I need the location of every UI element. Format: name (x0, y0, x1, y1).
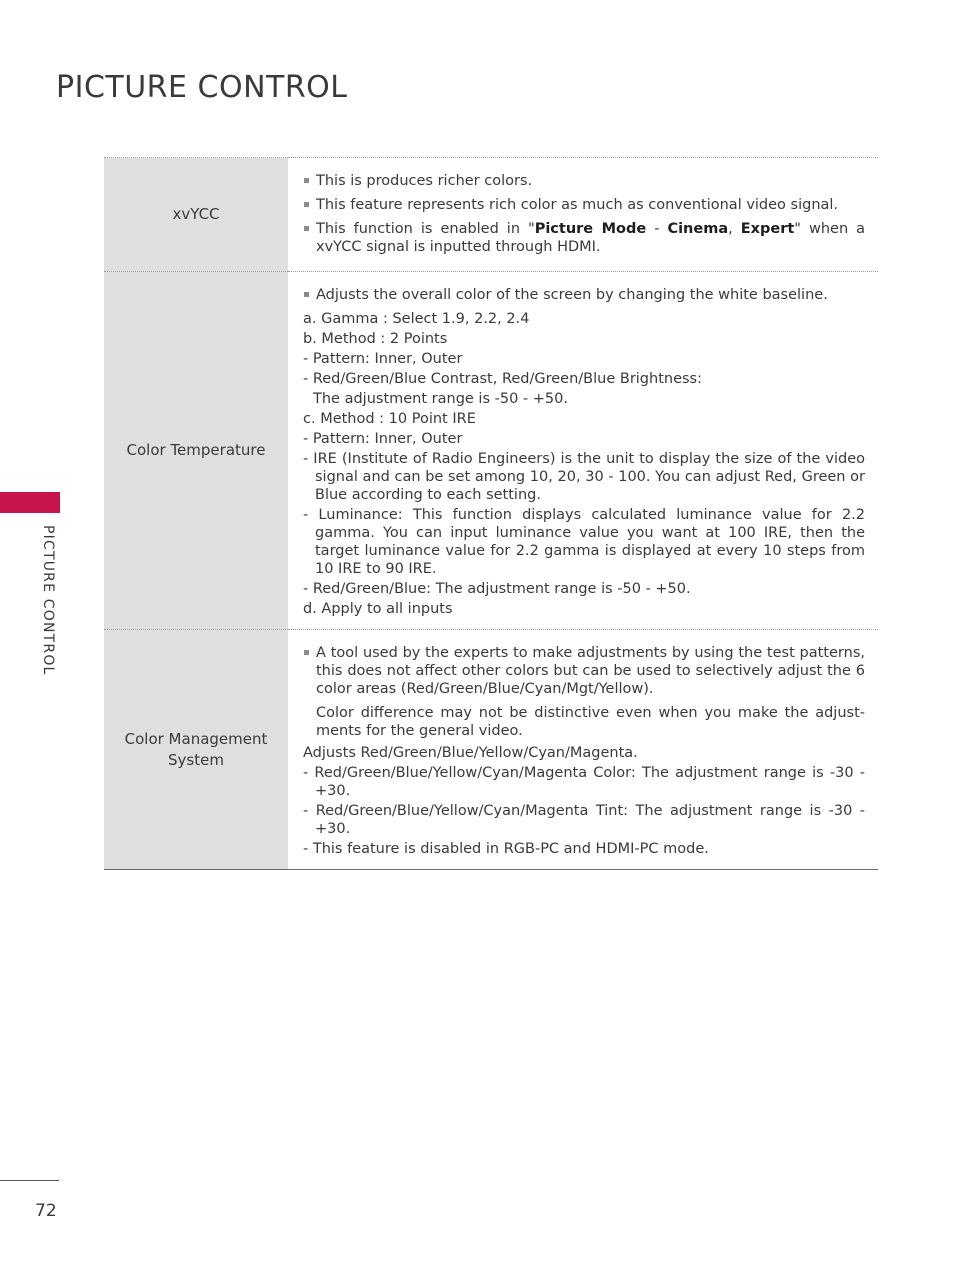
bullet-item (303, 220, 865, 256)
bold-term: Picture Mode (534, 221, 647, 237)
dash-item: - Pattern: Inner, Outer (303, 351, 463, 367)
dash-item: - Red/Green/Blue: The adjustment range is -50 - +50. (303, 581, 691, 597)
dash-item: - Red/Green/Blue/Yellow/Cyan/Magenta Color: The adjustment range is -30 - +30. (303, 765, 865, 799)
section-tab-marker (0, 492, 60, 513)
bold-term: Expert (740, 221, 795, 237)
bullet-item: This feature represents rich color as much as conventional video signal. (303, 196, 865, 214)
text-line: b. Method : 2 Points (303, 331, 448, 347)
row-description (288, 158, 878, 272)
dash-item: - Red/Green/Blue Contrast, Red/Green/Blue Brightness: (303, 371, 702, 387)
side-section-label: PICTURE CONTROL (40, 525, 56, 676)
text-line: Adjusts Red/Green/Blue/Yellow/Cyan/Magenta. (303, 745, 638, 761)
bullet-continuation: Color difference may not be distinctive even when you make the adjust- ments for the general video. (316, 705, 865, 739)
bullet-item: This is produces richer colors. (303, 172, 865, 190)
dash-item: - Pattern: Inner, Outer (303, 431, 463, 447)
settings-table (104, 157, 878, 870)
row-description (288, 272, 878, 630)
text-run: , (728, 221, 741, 237)
table-row-color-temperature (104, 272, 878, 630)
bullet-item: A tool used by the experts to make adjustments by using the test patterns, this does not affect other colors but can be used to selectively adjust the 6 color areas (Red/Green/Blue/Cyan/Mgt/Yellow). (303, 644, 865, 698)
text-run: This function is enabled in " (316, 221, 535, 237)
text-run: " when a xvYCC signal is inputted through HDMI. (316, 221, 866, 255)
row-label: Color Temperature (104, 272, 288, 630)
page-title: PICTURE CONTROL (56, 70, 348, 105)
bold-term: Cinema (667, 221, 729, 237)
dash-item: - This feature is disabled in RGB-PC and HDMI-PC mode. (303, 841, 709, 857)
page-number: 72 (35, 1201, 57, 1221)
row-label: xvYCC (104, 158, 288, 272)
dash-item: - IRE (Institute of Radio Engineers) is the unit to display the size of the video signal and can be set among 10, 20, 30 - 100. You can adjust Red, Green or Blue according to each setting. (303, 451, 865, 503)
dash-item: - Red/Green/Blue/Yellow/Cyan/Magenta Tint: The adjustment range is -30 - +30. (303, 803, 865, 837)
text-line: The adjustment range is -50 - +50. (313, 391, 568, 407)
dash-item: - Luminance: This function displays calculated luminance value for 2.2 gamma. You can input luminance value you want at 100 IRE, then the target luminance value for 2.2 gamma is displayed at every 10 steps from 10 IRE to 90 IRE. (303, 507, 865, 577)
bullet-item: Adjusts the overall color of the screen by changing the white baseline. (303, 286, 865, 304)
row-description (288, 630, 878, 870)
footer-divider (0, 1180, 59, 1181)
text-line: c. Method : 10 Point IRE (303, 411, 476, 427)
text-line: d. Apply to all inputs (303, 601, 453, 617)
table-row-xvycc (104, 158, 878, 272)
table-row-color-management-system (104, 630, 878, 870)
row-label: Color Management System (104, 630, 288, 870)
text-line: a. Gamma : Select 1.9, 2.2, 2.4 (303, 311, 530, 327)
text-run: - (646, 221, 668, 237)
